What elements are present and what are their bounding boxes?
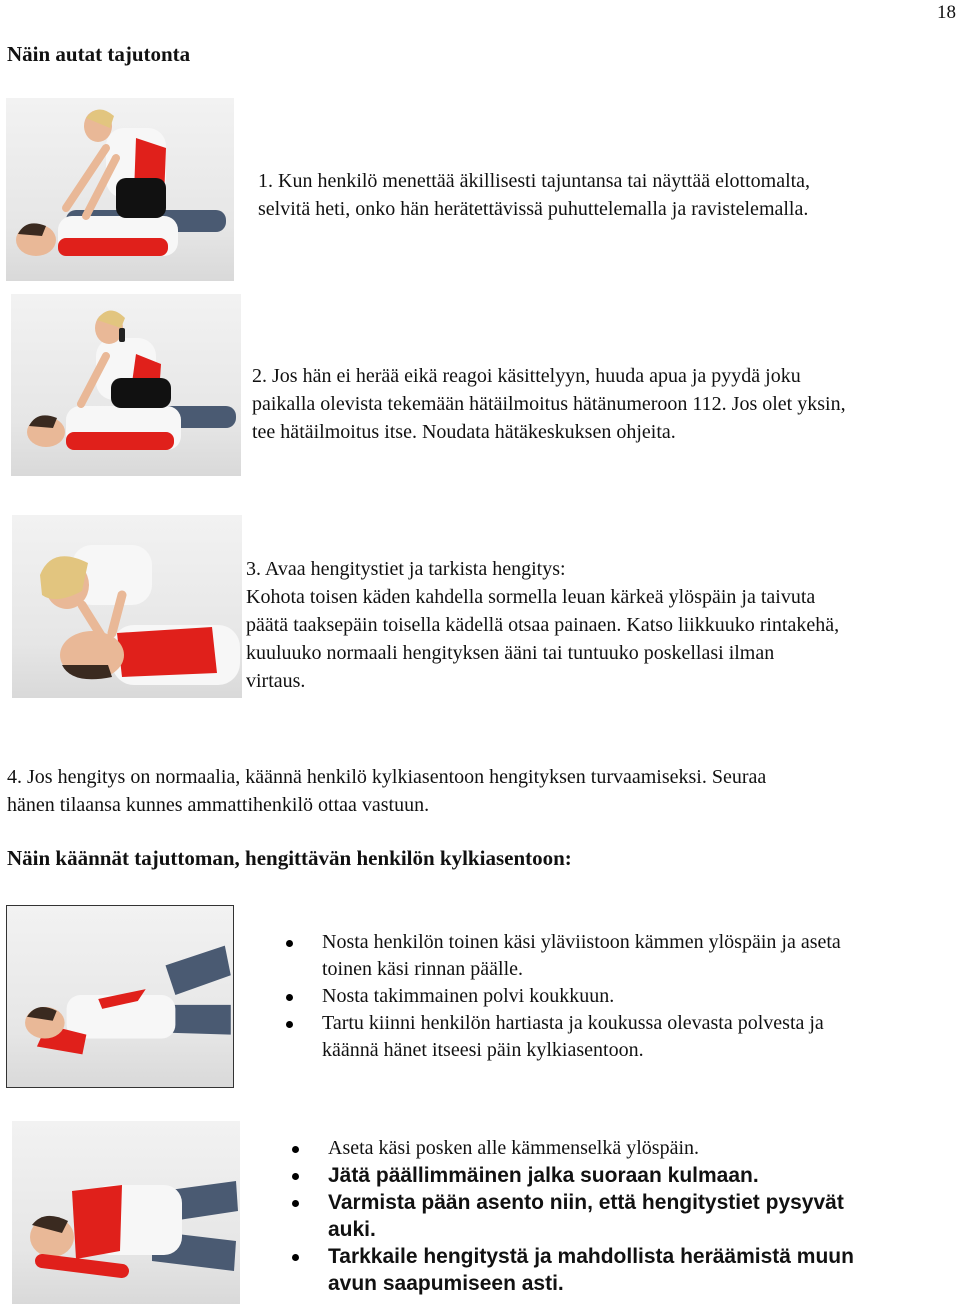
step-2-text: 2. Jos hän ei herää eikä reagoi käsittelyyn, huuda apua ja pyydä joku paikalla olevista tekemään hätäilmoitus hätänumeroon 112. Jos olet yksin, tee hätäilmoitus itse. Noudata hätäkeskuksen ohjeita. [252,365,846,443]
step3-photo [12,515,242,698]
list-item-text: Jätä päällimmäinen jalka suoraan kulmaan. [328,1164,759,1187]
list-item [286,929,946,983]
bullet-icon [286,994,293,1001]
step2-photo [11,294,241,476]
list-item-text: Nosta takimmainen polvi koukkuun. [322,985,615,1007]
list-item-text: Nosta henkilön toinen käsi yläviistoon kämmen ylöspäin ja aseta toinen käsi rinnan päälle. [322,931,841,980]
recovery-step1-photo [6,905,234,1088]
list-item-text: Varmista pään asento niin, että hengitystiet pysyvät auki. [328,1191,844,1241]
list-item [292,1135,952,1162]
recovery-step2-photo [12,1121,240,1304]
section-title: Näin autat tajutonta [7,42,191,66]
list-item-text: Aseta käsi posken alle kämmenselkä ylöspäin. [328,1137,700,1159]
list-item-text: Tarkkaile hengitystä ja mahdollista heräämistä muun avun saapumiseen asti. [328,1245,854,1295]
list-item [286,983,946,1010]
bullet-icon [292,1254,299,1261]
list-item [292,1243,952,1297]
step-1-text: 1. Kun henkilö menettää äkillisesti tajuntansa tai näyttää elottomalta, selvitä heti, onko hän herätettävissä puhuttelemalla ja ravistelemalla. [258,170,811,220]
step-4-text: 4. Jos hengitys on normaalia, käännä henkilö kylkiasentoon hengityksen turvaamiseksi. Seuraa hänen tilaansa kunnes ammattihenkilö ottaa vastuun. [7,766,767,816]
bullet-icon [292,1173,299,1180]
bullet-icon [292,1146,299,1153]
list-item-text: Tartu kiinni henkilön hartiasta ja koukussa olevasta polvesta ja käännä hänet itseesi päin kylkiasentoon. [322,1012,824,1061]
bullet-icon [286,940,293,947]
list-item [292,1162,952,1189]
list-item [286,1010,946,1064]
bullet-icon [286,1021,293,1028]
list-item [292,1189,952,1243]
recovery-position-title: Näin käännät tajuttoman, hengittävän henkilön kylkiasentoon: [7,846,572,870]
page-number: 18 [937,2,956,23]
step1-photo [6,98,234,281]
recovery-steps-list-a [286,929,946,1064]
step-3-text: 3. Avaa hengitystiet ja tarkista hengitys: Kohota toisen käden kahdella sormella leuan kärkeä ylöspäin ja taivuta päätä taaksepäin toisella kädellä otsaa painaen. Katso liikkuuko rintakehä, kuuluuko normaali hengityksen ääni tai tuntuuko poskellasi ilman virtaus. [246,558,840,692]
bullet-icon [292,1200,299,1207]
recovery-steps-list-b [292,1135,952,1297]
